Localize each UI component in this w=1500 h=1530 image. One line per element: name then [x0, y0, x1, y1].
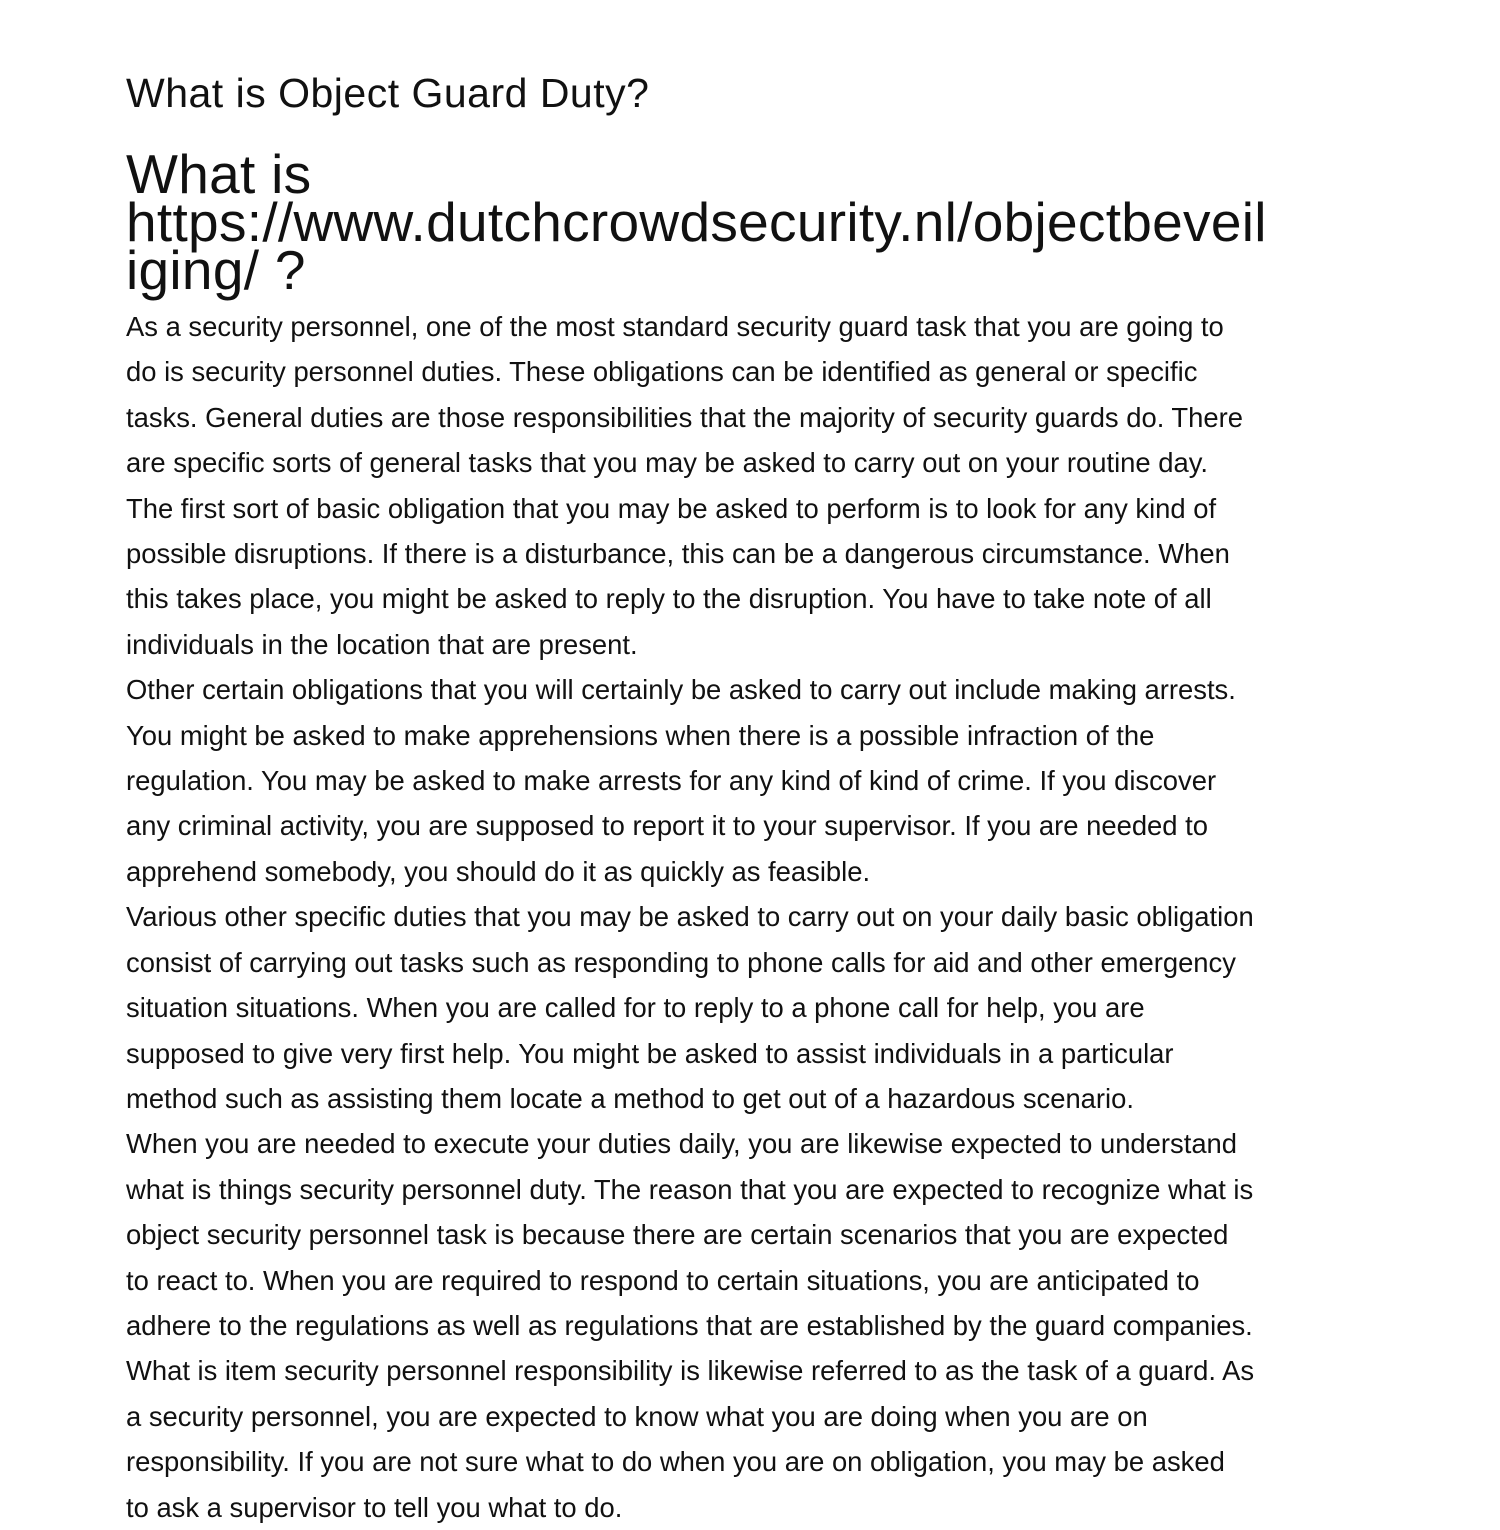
- body-text: [126, 304, 1376, 1530]
- body-line: consist of carrying out tasks such as responding to phone calls for aid and other emergency: [126, 946, 1236, 978]
- body-line: to react to. When you are required to respond to certain situations, you are anticipated to: [126, 1264, 1200, 1296]
- body-line: a security personnel, you are expected to know what you are doing when you are on: [126, 1400, 1148, 1432]
- body-line: supposed to give very first help. You might be asked to assist individuals in a particular: [126, 1037, 1174, 1069]
- body-line: responsibility. If you are not sure what to do when you are on obligation, you may be asked: [126, 1446, 1225, 1478]
- body-line: When you are needed to execute your duties daily, you are likewise expected to understand: [126, 1128, 1238, 1160]
- body-line: What is item security personnel responsibility is likewise referred to as the task of a guard. As: [126, 1355, 1255, 1387]
- body-line: apprehend somebody, you should do it as quickly as feasible.: [126, 855, 871, 887]
- body-line: Other certain obligations that you will certainly be asked to carry out include making arrests.: [126, 674, 1236, 706]
- body-line: adhere to the regulations as well as regulations that are established by the guard companies.: [126, 1309, 1253, 1341]
- body-line: You might be asked to make apprehensions when there is a possible infraction of the: [126, 719, 1155, 751]
- body-line: any criminal activity, you are supposed to report it to your supervisor. If you are needed to: [126, 810, 1208, 842]
- body-line: As a security personnel, one of the most standard security guard task that you are going to: [126, 311, 1224, 342]
- body-line: regulation. You may be asked to make arrests for any kind of kind of crime. If you discover: [126, 765, 1217, 797]
- document-heading: [126, 143, 1376, 301]
- body-line: Various other specific duties that you may be asked to carry out on your daily basic obligation: [126, 901, 1254, 933]
- document-title: What is Object Guard Duty?: [126, 70, 650, 116]
- body-line: individuals in the location that are present.: [126, 628, 638, 660]
- body-line: this takes place, you might be asked to reply to the disruption. You have to take note of all: [126, 583, 1212, 615]
- body-line: are specific sorts of general tasks that you may be asked to carry out on your routine day.: [126, 447, 1208, 479]
- body-line: situation situations. When you are called for to reply to a phone call for help, you are: [126, 992, 1145, 1024]
- body-line: The first sort of basic obligation that you may be asked to perform is to look for any kind of: [126, 492, 1217, 524]
- document-page: [126, 0, 1376, 1523]
- body-line: do is security personnel duties. These obligations can be identified as general or specific: [126, 356, 1198, 388]
- body-line: possible disruptions. If there is a disturbance, this can be a dangerous circumstance. When: [126, 538, 1230, 570]
- body-line: method such as assisting them locate a method to get out of a hazardous scenario.: [126, 1082, 1134, 1114]
- body-line: to ask a supervisor to tell you what to do.: [126, 1491, 623, 1523]
- body-line: tasks. General duties are those responsibilities that the majority of security guards do. There: [126, 401, 1243, 433]
- body-line: what is things security personnel duty. The reason that you are expected to recognize what is: [126, 1173, 1254, 1205]
- body-line: object security personnel task is because there are certain scenarios that you are expected: [126, 1219, 1229, 1251]
- heading-text: What is https://www.dutchcrowdsecurity.nl/objectbeveil iging/ ?: [126, 143, 1267, 301]
